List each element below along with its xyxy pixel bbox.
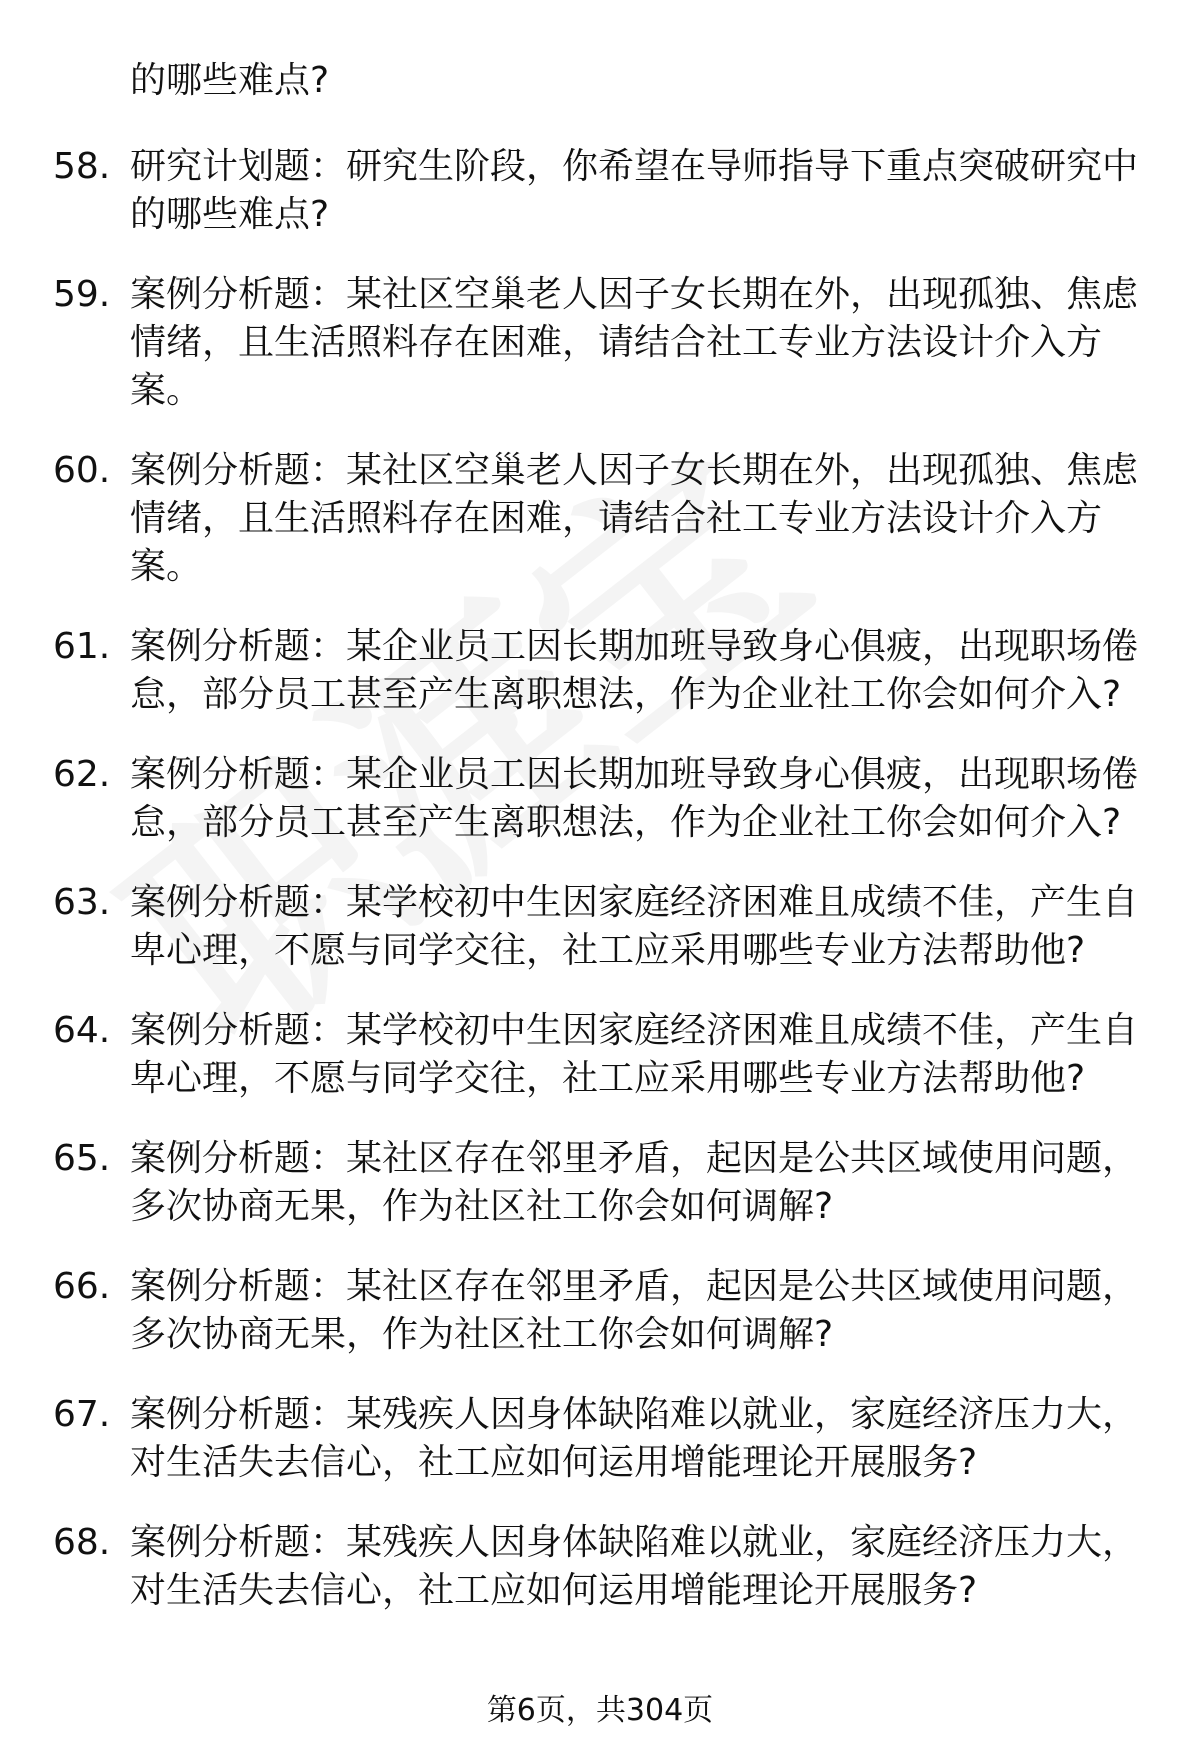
- question-line: 多次协商无果，作为社区社工你会如何调解?: [130, 1186, 834, 1227]
- question-line: 案例分析题：某企业员工因长期加班导致身心俱疲，出现职场倦: [130, 626, 1139, 667]
- question-text: [130, 1135, 1140, 1231]
- question-line: 情绪，且生活照料存在困难，请结合社工专业方法设计介入方: [130, 322, 1103, 363]
- question-line: 案。: [130, 370, 203, 411]
- question-line: 卑心理，不愿与同学交往，社工应采用哪些专业方法帮助他?: [130, 930, 1086, 971]
- question-text: [130, 271, 1140, 415]
- question-number: 67.: [53, 1394, 111, 1435]
- question-text: [130, 623, 1140, 719]
- question-line: 案例分析题：某社区空巢老人因子女长期在外，出现孤独、焦虑: [130, 450, 1139, 491]
- question-line: 案例分析题：某社区存在邻里矛盾，起因是公共区域使用问题，: [130, 1266, 1139, 1307]
- question-text: [130, 143, 1140, 239]
- question-line: 案例分析题：某残疾人因身体缺陷难以就业，家庭经济压力大，: [130, 1522, 1139, 1563]
- question-text: [130, 1519, 1140, 1615]
- question-line: 情绪，且生活照料存在困难，请结合社工专业方法设计介入方: [130, 498, 1103, 539]
- question-line: 对生活失去信心，社工应如何运用增能理论开展服务?: [130, 1442, 978, 1483]
- question-line: 的哪些难点?: [130, 194, 330, 235]
- question-number: 66.: [53, 1266, 111, 1307]
- question-line: 案例分析题：某学校初中生因家庭经济困难且成绩不佳，产生自: [130, 882, 1139, 923]
- question-line: 案例分析题：某社区存在邻里矛盾，起因是公共区域使用问题，: [130, 1138, 1139, 1179]
- question-number: 62.: [53, 754, 111, 795]
- question-text: [130, 879, 1140, 975]
- question-line: 怠，部分员工甚至产生离职想法，作为企业社工你会如何介入?: [130, 802, 1122, 843]
- question-number: 68.: [53, 1522, 111, 1563]
- question-number: 63.: [53, 882, 111, 923]
- question-text: [130, 1391, 1140, 1487]
- question-number: 61.: [53, 626, 111, 667]
- question-number: 64.: [53, 1010, 111, 1051]
- question-text: [130, 1263, 1140, 1359]
- question-line: 案例分析题：某企业员工因长期加班导致身心俱疲，出现职场倦: [130, 754, 1139, 795]
- question-line: 怠，部分员工甚至产生离职想法，作为企业社工你会如何介入?: [130, 674, 1122, 715]
- question-number: 59.: [53, 274, 111, 315]
- page-footer: 第6页，共304页: [486, 1693, 714, 1728]
- question-line: 案。: [130, 546, 203, 587]
- question-line: 卑心理，不愿与同学交往，社工应采用哪些专业方法帮助他?: [130, 1058, 1086, 1099]
- question-number: 65.: [53, 1138, 111, 1179]
- question-number: 60.: [53, 450, 111, 491]
- question-text: [130, 751, 1140, 847]
- question-text: [130, 447, 1140, 591]
- question-line: 案例分析题：某学校初中生因家庭经济困难且成绩不佳，产生自: [130, 1010, 1139, 1051]
- question-number: 58.: [53, 146, 111, 187]
- question-text: [130, 1007, 1140, 1103]
- question-line: 案例分析题：某社区空巢老人因子女长期在外，出现孤独、焦虑: [130, 274, 1139, 315]
- question-line: 对生活失去信心，社工应如何运用增能理论开展服务?: [130, 1570, 978, 1611]
- question-line: 多次协商无果，作为社区社工你会如何调解?: [130, 1314, 834, 1355]
- question-line: 研究计划题：研究生阶段，你希望在导师指导下重点突破研究中: [130, 146, 1139, 187]
- question-line: 案例分析题：某残疾人因身体缺陷难以就业，家庭经济压力大，: [130, 1394, 1139, 1435]
- question-continuation: 的哪些难点?: [130, 60, 330, 101]
